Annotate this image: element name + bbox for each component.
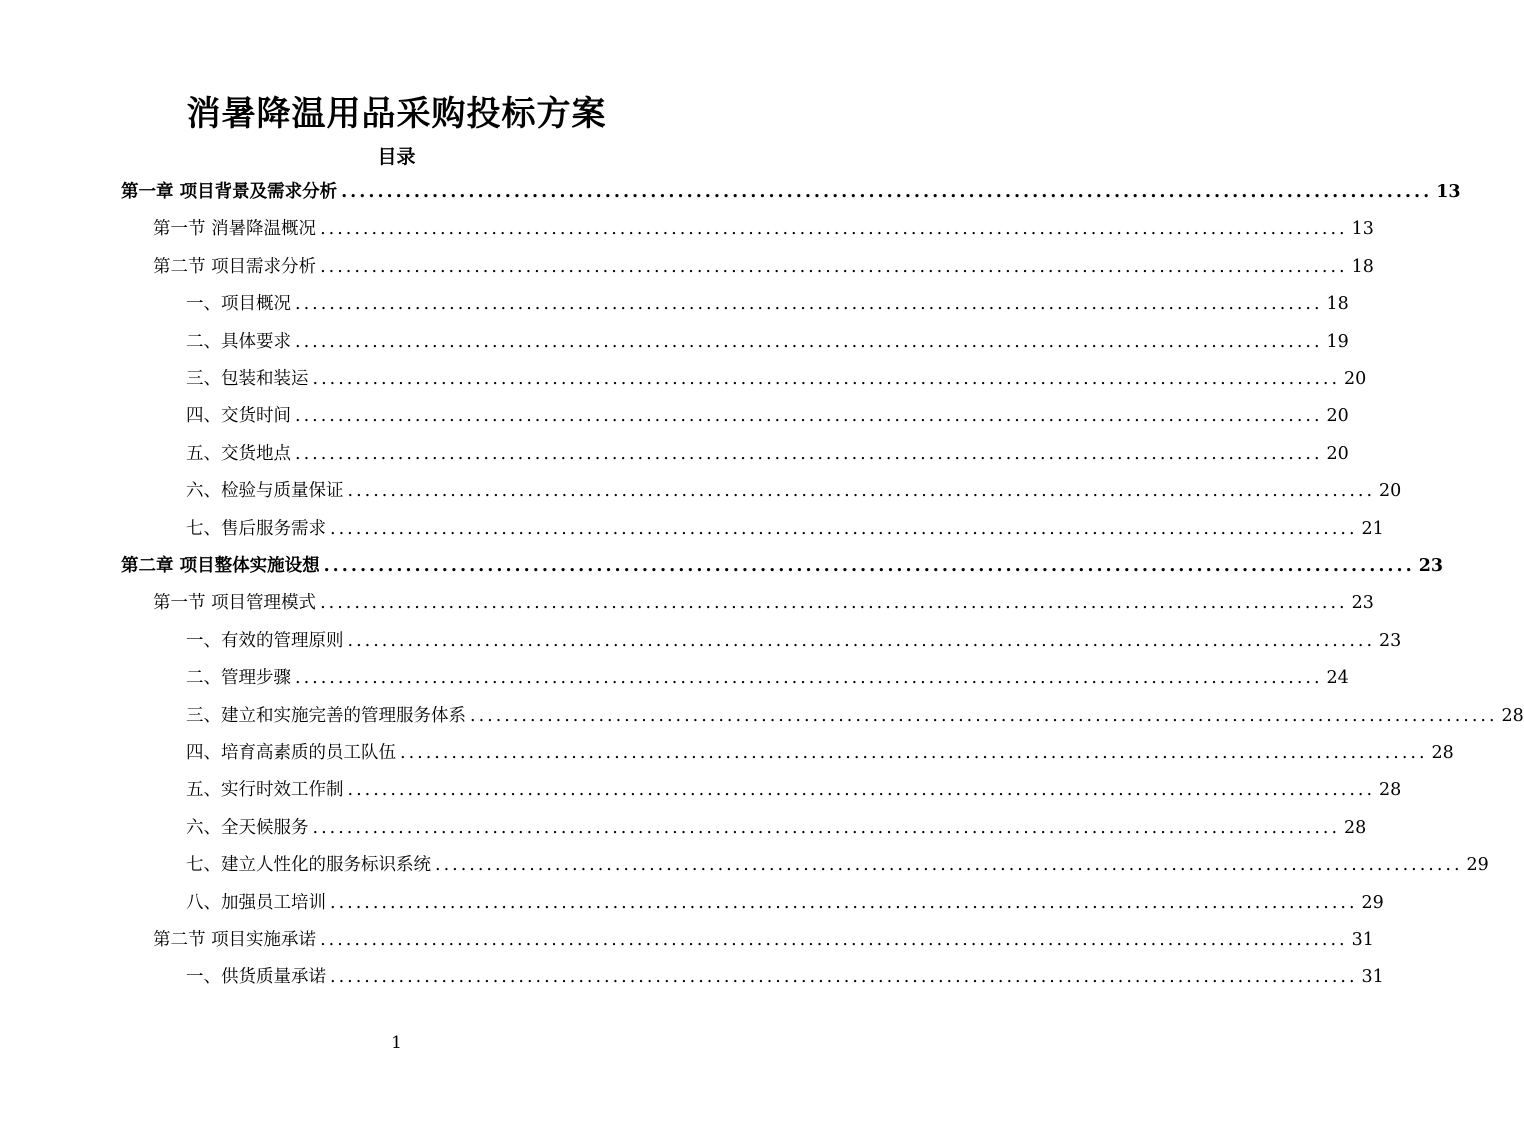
toc-entry-page-number: 28	[1501, 705, 1524, 726]
toc-entry-page-number: 13	[1436, 182, 1461, 202]
toc-dot-leader: ........................................................................................................................	[323, 556, 1415, 576]
toc-entry-page-number: 20	[1326, 443, 1349, 464]
toc-dot-leader: ........................................................................................................................	[347, 780, 1376, 801]
toc-entry-title: 六、检验与质量保证	[186, 481, 344, 502]
toc-entry[interactable]	[186, 810, 1367, 847]
toc-entry[interactable]	[186, 772, 1402, 809]
toc-entry[interactable]	[153, 211, 1374, 248]
toc-entry-title: 第二节 项目实施承诺	[153, 930, 317, 950]
toc-entry-page-number: 28	[1431, 743, 1454, 763]
toc-entry-page-number: 29	[1466, 855, 1489, 876]
toc-entry[interactable]	[153, 922, 1374, 959]
toc-entry-title: 七、建立人性化的服务标识系统	[186, 855, 431, 876]
toc-entry[interactable]	[186, 847, 1489, 884]
toc-entry-title: 五、交货地点	[186, 443, 291, 464]
toc-entry-page-number: 28	[1344, 817, 1367, 838]
toc-dot-leader: ........................................................................................................................	[295, 406, 1323, 427]
toc-dot-leader: ........................................................................................................................	[400, 743, 1428, 763]
toc-dot-leader: ........................................................................................................................	[320, 593, 1348, 614]
toc-dot-leader: ........................................................................................................................	[435, 855, 1463, 876]
toc-entry-title: 第二节 项目需求分析	[153, 256, 317, 277]
toc-entry-title: 第一节 项目管理模式	[153, 593, 317, 614]
toc-entry[interactable]	[186, 623, 1402, 660]
toc-entry[interactable]	[186, 436, 1349, 473]
toc-dot-leader: ........................................................................................................................	[347, 630, 1376, 651]
toc-dot-leader: ........................................................................................................................	[330, 892, 1358, 913]
toc-entry-page-number: 13	[1351, 219, 1374, 240]
page-number: 1	[391, 1033, 402, 1053]
toc-dot-leader: ........................................................................................................................	[295, 331, 1323, 352]
toc-entry[interactable]	[121, 174, 1461, 211]
toc-entry-page-number: 23	[1418, 556, 1444, 576]
toc-entry-page-number: 31	[1361, 967, 1384, 988]
toc-entry-page-number: 20	[1344, 369, 1367, 389]
toc-dot-leader: ........................................................................................................................	[320, 256, 1348, 277]
toc-dot-leader: ........................................................................................................................	[341, 182, 1433, 202]
toc-entry-page-number: 28	[1379, 780, 1402, 801]
toc-entry-title: 二、具体要求	[186, 331, 291, 352]
toc-entry-title: 七、售后服务需求	[186, 518, 326, 539]
toc-dot-leader: ........................................................................................................................	[295, 443, 1323, 464]
toc-entry[interactable]	[186, 959, 1384, 996]
toc-entry-title: 二、管理步骤	[186, 668, 291, 689]
toc-entry-page-number: 23	[1379, 630, 1402, 651]
toc-dot-leader: ........................................................................................................................	[312, 817, 1341, 838]
toc-dot-leader: ........................................................................................................................	[295, 668, 1323, 689]
toc-entry[interactable]	[186, 660, 1349, 697]
toc-entry-title: 五、实行时效工作制	[186, 780, 344, 801]
toc-entry-title: 一、供货质量承诺	[186, 967, 326, 988]
toc-entry[interactable]	[186, 324, 1349, 361]
toc-entry-title: 第一章 项目背景及需求分析	[121, 182, 338, 202]
toc-entry-title: 第二章 项目整体实施设想	[121, 556, 320, 576]
toc-entry-page-number: 19	[1326, 331, 1349, 352]
toc-entry[interactable]	[186, 361, 1367, 398]
toc-entry-title: 一、有效的管理原则	[186, 630, 344, 651]
toc-entry-title: 四、培育高素质的员工队伍	[186, 743, 396, 763]
toc-entry-title: 三、建立和实施完善的管理服务体系	[186, 705, 466, 726]
toc-entry-page-number: 31	[1351, 930, 1374, 950]
toc-dot-leader: ........................................................................................................................	[320, 219, 1348, 240]
toc-entry-page-number: 21	[1361, 518, 1384, 539]
toc-entry[interactable]	[186, 735, 1454, 772]
toc-entry-page-number: 20	[1379, 481, 1402, 502]
toc-entry[interactable]	[153, 585, 1374, 622]
toc-dot-leader: ........................................................................................................................	[295, 294, 1323, 315]
toc-dot-leader: ........................................................................................................................	[347, 481, 1376, 502]
toc-entry[interactable]	[186, 398, 1349, 435]
toc-entry-title: 八、加强员工培训	[186, 892, 326, 913]
toc-dot-leader: ........................................................................................................................	[320, 930, 1348, 950]
toc-heading: 目录	[377, 146, 416, 168]
toc-entry-page-number: 18	[1326, 294, 1349, 315]
toc-entry-title: 六、全天候服务	[186, 817, 309, 838]
toc-entry-title: 一、项目概况	[186, 294, 291, 315]
toc-dot-leader: ........................................................................................................................	[330, 518, 1358, 539]
toc-entry[interactable]	[153, 249, 1374, 286]
toc-entry[interactable]	[186, 511, 1384, 548]
document-title: 消暑降温用品采购投标方案	[186, 94, 607, 134]
toc-entry-page-number: 23	[1351, 593, 1374, 614]
toc-entry[interactable]	[186, 473, 1402, 510]
toc-dot-leader: ........................................................................................................................	[330, 967, 1358, 988]
toc-entry[interactable]	[186, 286, 1349, 323]
toc-dot-leader: ........................................................................................................................	[312, 369, 1341, 389]
toc-entry-title: 四、交货时间	[186, 406, 291, 427]
toc-entry-page-number: 24	[1326, 668, 1349, 689]
toc-entry-page-number: 18	[1351, 256, 1374, 277]
toc-entry-page-number: 20	[1326, 406, 1349, 427]
toc-entry-title: 第一节 消暑降温概况	[153, 219, 317, 240]
toc-entry[interactable]	[121, 548, 1444, 585]
toc-dot-leader: ........................................................................................................................	[470, 705, 1498, 726]
toc-entry[interactable]	[186, 698, 1524, 735]
toc-entry[interactable]	[186, 885, 1384, 922]
toc-entry-page-number: 29	[1361, 892, 1384, 913]
toc-entry-title: 三、包装和装运	[186, 369, 309, 389]
